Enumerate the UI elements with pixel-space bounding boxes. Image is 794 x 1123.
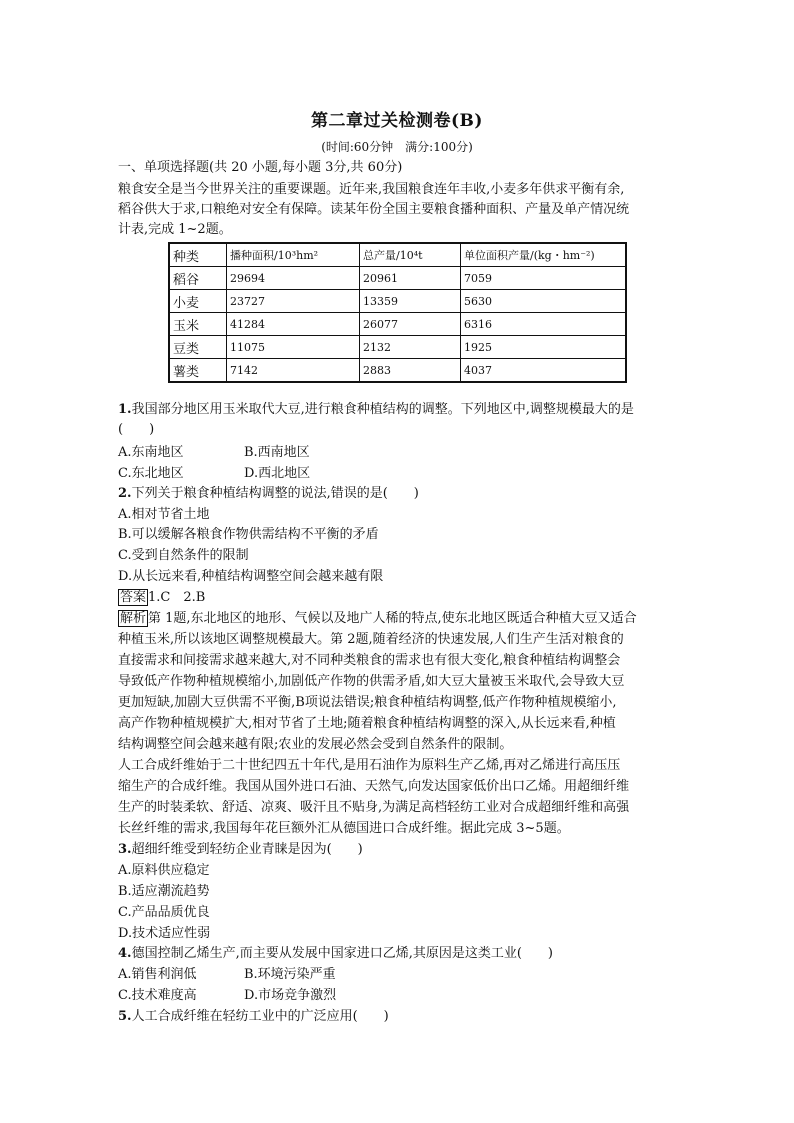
grain-table — [168, 242, 627, 383]
analysis-label: 解析 — [120, 611, 147, 626]
table-cell: 11075 — [227, 336, 360, 359]
table-cell: 26077 — [360, 313, 461, 336]
table-cell: 6316 — [461, 313, 627, 336]
table-cell: 4037 — [461, 359, 627, 383]
question-number: 4. — [118, 946, 132, 961]
question-stem: 下列关于粮食种植结构调整的说法,错误的是( ) — [131, 486, 419, 501]
intro1-line-1: 粮食安全是当今世界关注的重要课题。近年来,我国粮食连年丰收,小麦多年供求平衡有余, — [118, 182, 625, 197]
question-1 — [118, 400, 634, 420]
question-number: 3. — [118, 842, 132, 857]
option-d: D.技术适应性弱 — [118, 926, 211, 941]
question-3 — [118, 840, 363, 860]
answer-text: 1.C 2.B — [148, 590, 206, 605]
option-b: B.环境污染严重 — [244, 967, 336, 982]
question-2 — [118, 484, 419, 504]
question-stem: 人工合成纤维在轻纺工业中的广泛应用( ) — [131, 1009, 389, 1024]
answer-label: 答案 — [120, 590, 147, 605]
option-d: D.西北地区 — [244, 466, 311, 481]
option-c: C.受到自然条件的限制 — [118, 548, 249, 563]
analysis-line-1 — [118, 609, 637, 629]
question-number: 5. — [118, 1009, 132, 1024]
intro2-line-4: 长丝纤维的需求,我国每年花巨额外汇从德国进口合成纤维。据此完成 3~5题。 — [118, 821, 570, 836]
question-number: 1. — [118, 402, 132, 417]
table-cell: 13359 — [360, 290, 461, 313]
option-d: D.从长远来看,种植结构调整空间会越来越有限 — [118, 569, 384, 584]
table-cell: 2132 — [360, 336, 461, 359]
table-cell: 2883 — [360, 359, 461, 383]
question-4-options-row-1 — [118, 965, 336, 985]
analysis-line: 更加短缺,加剧大豆供需不平衡,B项说法错误;粮食种植结构调整,低产作物种植规模缩小, — [118, 695, 617, 710]
table-header-cell: 种类 — [169, 243, 227, 267]
question-number: 2. — [118, 486, 132, 501]
analysis-line: 结构调整空间会越来越有限;农业的发展必然会受到自然条件的限制。 — [118, 737, 513, 752]
table-cell: 23727 — [227, 290, 360, 313]
analysis-line: 直接需求和间接需求越来越大,对不同种类粮食的需求也有很大变化,粮食种植结构调整会 — [118, 653, 621, 668]
table-row — [169, 290, 626, 313]
analysis-line: 高产作物种植规模扩大,相对节省了土地;随着粮食种植结构调整的深入,从长远来看,种植 — [118, 716, 616, 731]
option-c: C.产品品质优良 — [118, 905, 210, 920]
question-5 — [118, 1007, 389, 1027]
table-cell: 薯类 — [169, 359, 227, 383]
analysis-line: 种植玉米,所以该地区调整规模最大。第 2题,随着经济的快速发展,人们生产生活对粮食的 — [118, 632, 624, 647]
question-4 — [118, 944, 553, 964]
table-cell: 41284 — [227, 313, 360, 336]
question-4-options-row-2 — [118, 986, 336, 1006]
table-cell: 小麦 — [169, 290, 227, 313]
option-b: B.适应潮流趋势 — [118, 884, 210, 899]
intro2-line-1: 人工合成纤维始于二十世纪四五十年代,是用石油作为原料生产乙烯,再对乙烯进行高压压 — [118, 758, 621, 773]
question-1-blank: ( ) — [118, 422, 155, 437]
table-row — [169, 267, 626, 290]
table-header-cell: 播种面积/10³hm² — [227, 243, 360, 267]
option-d: D.市场竞争激烈 — [244, 988, 337, 1003]
option-b: B.可以缓解各粮食作物供需结构不平衡的矛盾 — [118, 527, 379, 542]
table-cell: 豆类 — [169, 336, 227, 359]
answer-line — [118, 588, 205, 608]
intro1-line-2: 稻谷供大于求,口粮绝对安全有保障。读某年份全国主要粮食播种面积、产量及单产情况统 — [118, 202, 630, 217]
option-b: B.西南地区 — [244, 445, 310, 460]
option-a: A.东南地区 — [118, 445, 184, 460]
question-stem: 德国控制乙烯生产,而主要从发展中国家进口乙烯,其原因是这类工业( ) — [131, 946, 553, 961]
section-heading: 一、单项选择题(共 20 小题,每小题 3分,共 60分) — [118, 160, 403, 175]
table-row — [169, 336, 626, 359]
analysis-text: 第 1题,东北地区的地形、气候以及地广人稀的特点,使东北地区既适合种植大豆又适合 — [148, 611, 637, 626]
table-cell: 29694 — [227, 267, 360, 290]
exam-meta: (时间:60分钟 满分:100分) — [321, 140, 473, 154]
table-cell: 7142 — [227, 359, 360, 383]
table-cell: 稻谷 — [169, 267, 227, 290]
table-cell: 1925 — [461, 336, 627, 359]
analysis-line: 导致低产作物种植规模缩小,加剧低产作物的供需矛盾,如大豆大量被玉米取代,会导致大豆 — [118, 674, 625, 689]
question-stem: 我国部分地区用玉米取代大豆,进行粮食种植结构的调整。下列地区中,调整规模最大的是 — [131, 402, 634, 417]
question-1-options-row-2 — [118, 464, 310, 484]
table-cell: 20961 — [360, 267, 461, 290]
intro1-line-3: 计表,完成 1~2题。 — [118, 222, 232, 237]
intro2-line-2: 缩生产的合成纤维。我国从国外进口石油、天然气,向发达国家低价出口乙烯。用超细纤维 — [118, 779, 630, 794]
table-cell: 玉米 — [169, 313, 227, 336]
option-a: A.销售利润低 — [118, 967, 197, 982]
table-cell: 5630 — [461, 290, 627, 313]
option-a: A.相对节省土地 — [118, 507, 210, 522]
option-c: C.东北地区 — [118, 466, 184, 481]
table-header-cell: 总产量/10⁴t — [360, 243, 461, 267]
table-row — [169, 313, 626, 336]
option-c: C.技术难度高 — [118, 988, 197, 1003]
option-a: A.原料供应稳定 — [118, 863, 210, 878]
intro2-line-3: 生产的时装柔软、舒适、凉爽、吸汗且不贴身,为满足高档轻纺工业对合成超细纤维和高强 — [118, 800, 630, 815]
question-stem: 超细纤维受到轻纺企业青睐是因为( ) — [131, 842, 363, 857]
page-title: 第二章过关检测卷(B) — [311, 111, 483, 131]
table-cell: 7059 — [461, 267, 627, 290]
table-row — [169, 359, 626, 383]
question-1-options-row-1 — [118, 443, 310, 463]
table-header-row — [169, 243, 626, 267]
table-header-cell: 单位面积产量/(kg・hm⁻²) — [461, 243, 627, 267]
